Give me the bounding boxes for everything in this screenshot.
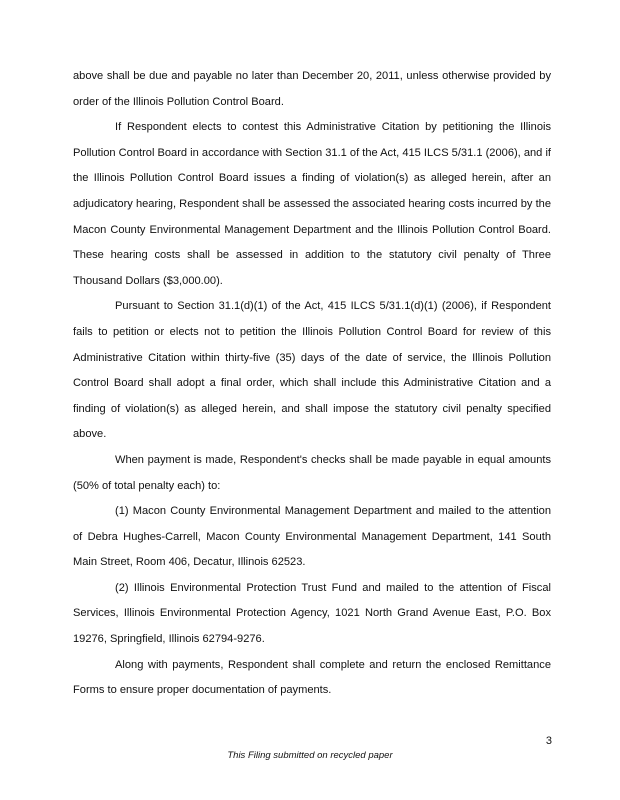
paragraph-payee-1: (1) Macon County Environmental Management Department and mailed to the attention of Debra Hughes-Carrell, Macon County Environmental Management Department, 141 South Main Street, Room 406, Decatur, Illinois 62523. (73, 505, 551, 569)
paragraph-continued: above shall be due and payable no later than December 20, 2011, unless otherwise provided by order of the Illinois Pollution Control Board. (73, 70, 551, 108)
document-body (73, 64, 551, 704)
paragraph-payee-2: (2) Illinois Environmental Protection Trust Fund and mailed to the attention of Fiscal Services, Illinois Environmental Protection Agency, 1021 North Grand Avenue East, P.O. Box 19276, Springfield, Illinois 62794-9276. (73, 581, 551, 646)
page-number: 3 (545, 735, 552, 747)
paragraph-remittance: Along with payments, Respondent shall complete and return the enclosed Remittance Forms to ensure proper documentation of payments. (73, 658, 551, 697)
paragraph-contest-citation: If Respondent elects to contest this Administrative Citation by petitioning the Illinois Pollution Control Board in accordance with Section 31.1 of the Act, 415 ILCS 5/31.1 (2006), and if the Illinois Pollution Control Board issues a finding of violation(s) as alleged herein, after an adjudicatory hearing, Respondent shall be assessed the associated hearing costs incurred by the Macon County Environmental Management Department and the Illinois Pollution Control Board. These hearing costs shall be assessed in addition to the statutory civil penalty of Three Thousand Dollars ($3,000.00). (73, 121, 551, 287)
paragraph-failure-to-petition: Pursuant to Section 31.1(d)(1) of the Act, 415 ILCS 5/31.1(d)(1) (2006), if Respondent fails to petition or elects not to petition the Illinois Pollution Control Board for review of this Administrative Citation within thirty-five (35) days of the date of service, the Illinois Pollution Control Board shall adopt a final order, which shall include this Administrative Citation and a finding of violation(s) as alleged herein, and shall impose the statutory civil penalty specified above. (73, 300, 551, 441)
paragraph-payment-instructions: When payment is made, Respondent's checks shall be made payable in equal amounts (50% of total penalty each) to: (73, 453, 551, 492)
footer-note: This Filing submitted on recycled paper (227, 750, 393, 761)
